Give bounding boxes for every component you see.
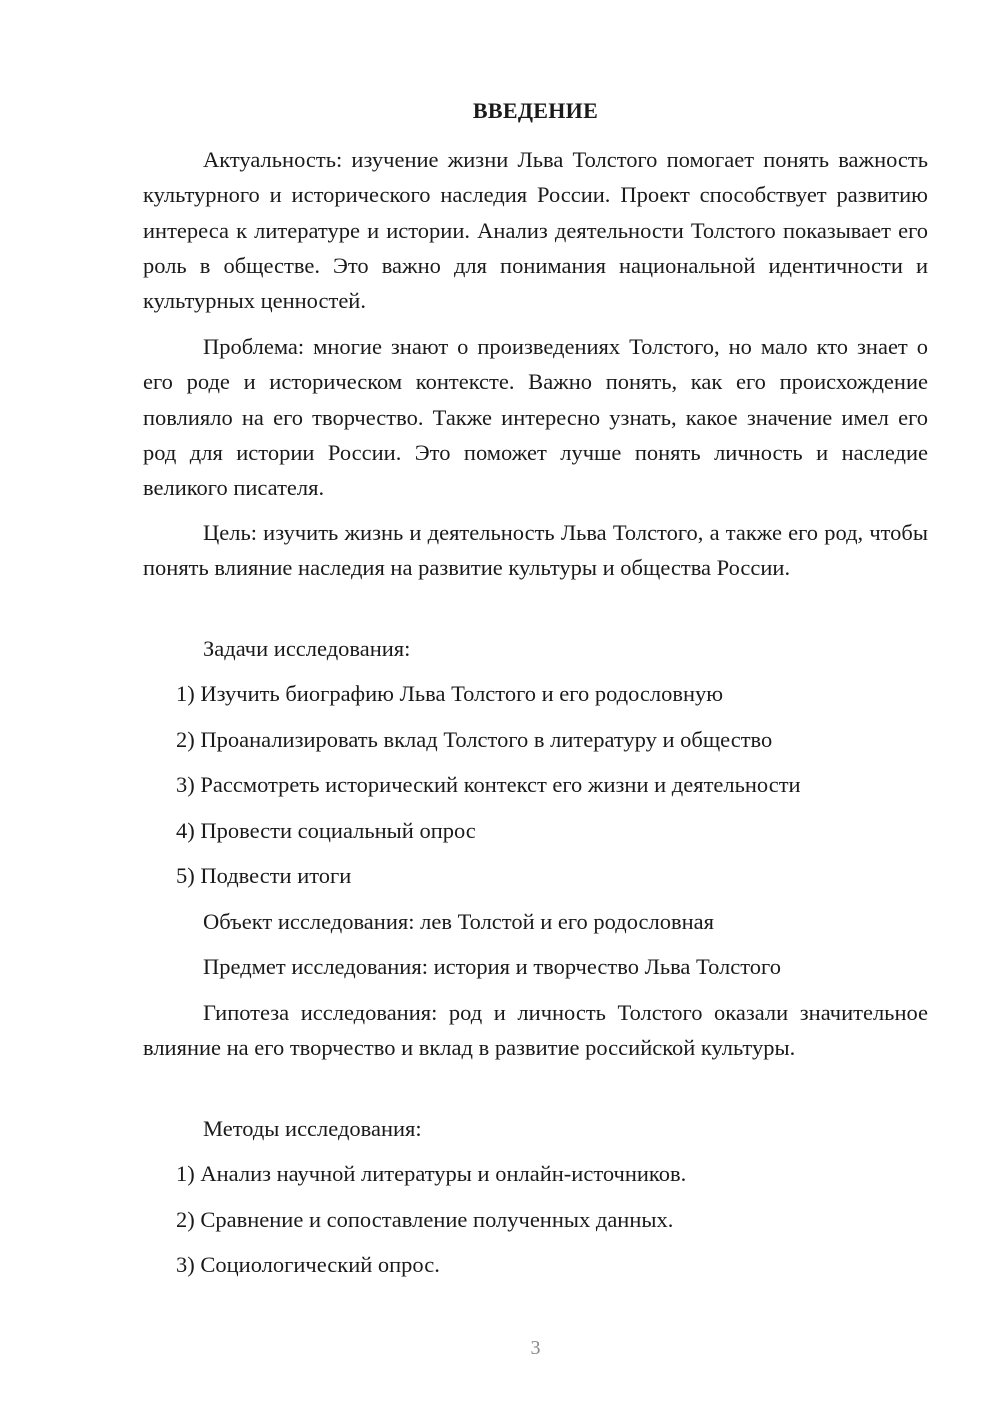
task-item: 4) Провести социальный опрос — [176, 818, 476, 843]
relevance-paragraph: Актуальность: изучение жизни Льва Толстого помогает понять важность культурного и исторического наследия России. Проект способствует развитию интереса к литературе и истории. Анализ деятельности Толстого показывает его роль в обществе. Это важно для понимания национальной идентичности и культурных ценностей. — [143, 147, 928, 314]
page-number: 3 — [530, 1337, 541, 1359]
method-item: 1) Анализ научной литературы и онлайн-источников. — [176, 1161, 687, 1186]
object-line: Объект исследования: лев Толстой и его родословная — [203, 909, 715, 934]
subject-line: Предмет исследования: история и творчество Льва Толстого — [203, 954, 781, 979]
method-item: 2) Сравнение и сопоставление полученных данных. — [176, 1207, 674, 1232]
goal-paragraph: Цель: изучить жизнь и деятельность Льва Толстого, а также его род, чтобы понять влияние наследия на развитие культуры и общества России. — [143, 520, 928, 581]
section-heading: ВВЕДЕНИЕ — [472, 98, 599, 123]
task-item: 5) Подвести итоги — [176, 863, 352, 888]
task-item: 3) Рассмотреть исторический контекст его жизни и деятельности — [176, 772, 801, 797]
problem-paragraph: Проблема: многие знают о произведениях Толстого, но мало кто знает о его роде и историческом контексте. Важно понять, как его происхождение повлияло на его творчество. Также интересно узнать, какое значение имел его род для истории России. Это поможет лучше понять личность и наследие великого писателя. — [143, 334, 928, 501]
task-item: 1) Изучить биографию Льва Толстого и его родословную — [176, 681, 724, 706]
task-item: 2) Проанализировать вклад Толстого в литературу и общество — [176, 727, 773, 752]
method-item: 3) Социологический опрос. — [176, 1252, 440, 1277]
methods-title: Методы исследования: — [203, 1116, 422, 1141]
hypothesis-paragraph: Гипотеза исследования: род и личность Толстого оказали значительное влияние на его творчество и вклад в развитие российской культуры. — [143, 1000, 928, 1061]
tasks-title: Задачи исследования: — [203, 636, 411, 661]
